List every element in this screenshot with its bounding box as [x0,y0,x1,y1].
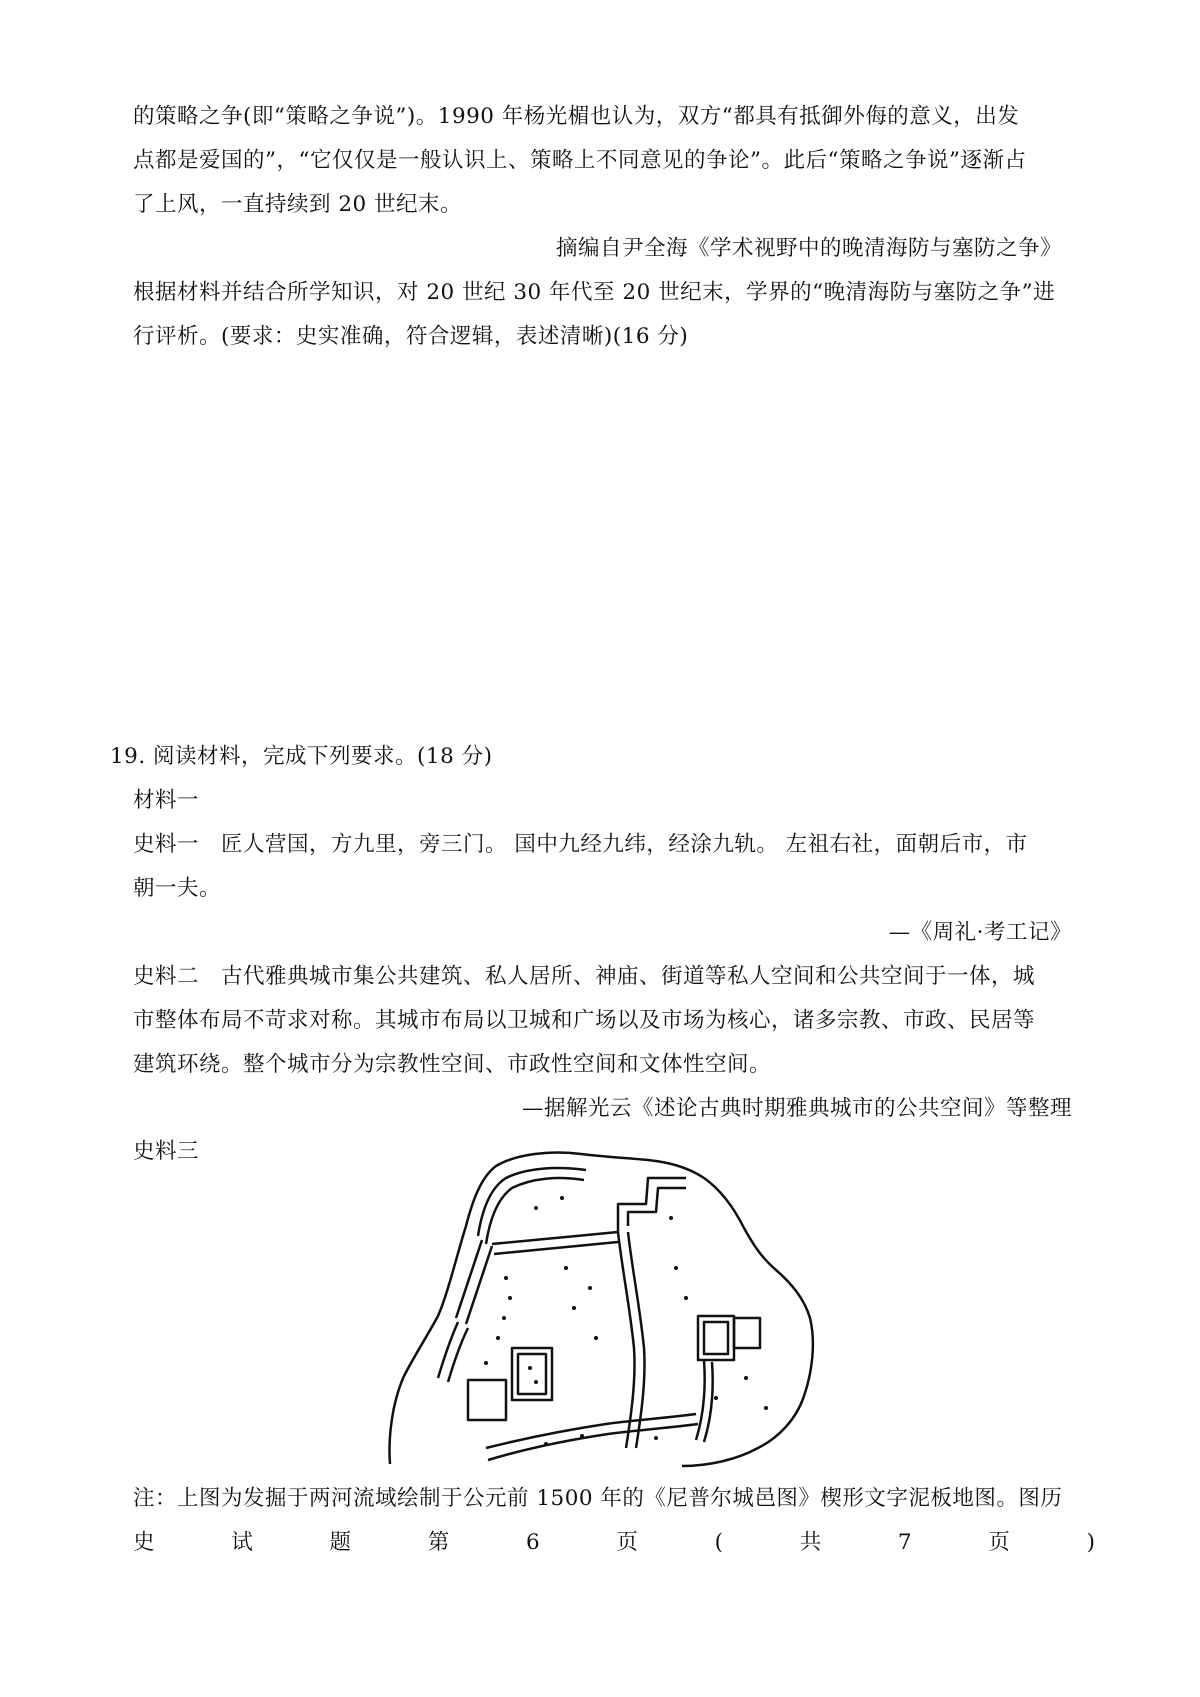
source-1-text: 朝一夫。 [133,876,222,901]
footer-part: 页 [988,1530,1010,1555]
source-2-text: 市整体布局不苛求对称。其城市布局以卫城和广场以及市场为核心，诸多宗教、市政、民居等 [133,1008,1036,1033]
page-footer [133,1528,1095,1558]
question-heading: 19. 阅读材料，完成下列要求。(18 分) [110,744,493,769]
source-3-label: 史料三 [133,1139,200,1164]
footer-total-pages: 7 [897,1530,912,1555]
footer-part: 试 [231,1530,253,1555]
paragraph-line: 的策略之争(即“策略之争说”)。1990 年杨光楣也认为，双方“都具有抵御外侮的意义，出发 [133,104,1020,129]
nippur-map-figure [386,1148,818,1468]
material-label: 材料一 [133,788,200,813]
paragraph-line: 了上风，一直持续到 20 世纪末。 [133,192,463,217]
paragraph-line: 点都是爱国的”，“它仅仅是一般认识上、策略上不同意见的争论”。此后“策略之争说”逐渐占 [133,148,1027,173]
footer-part: 题 [329,1530,351,1555]
footer-part: ( [714,1530,723,1555]
source-citation: 摘编自尹全海《学术视野中的晚清海防与塞防之争》 [555,236,1062,261]
nippur-map-drawing [386,1148,818,1468]
source-2-text: 建筑环绕。整个城市分为宗教性空间、市政性空间和文体性空间。 [133,1052,772,1077]
source-1-citation: —《周礼·考工记》 [888,920,1072,945]
footer-part: 史 [133,1530,155,1555]
source-1-text: 史料一 匠人营国，方九里，旁三门。 国中九经九纬，经涂九轨。 左祖右社，面朝后市，市 [133,832,1028,857]
question-text: 行评析。(要求：史实准确，符合逻辑，表述清晰)(16 分) [133,324,689,349]
source-2-text: 史料二 古代雅典城市集公共建筑、私人居所、神庙、街道等私人空间和公共空间于一体，城 [133,964,1036,989]
footer-page-number: 6 [525,1530,540,1555]
map-note: 注：上图为发掘于两河流域绘制于公元前 1500 年的《尼普尔城邑图》楔形文字泥板地图。图历 [133,1486,1063,1511]
footer-part: 页 [616,1530,638,1555]
footer-part: 第 [427,1530,450,1555]
footer-part: 共 [799,1530,822,1555]
question-text: 根据材料并结合所学知识，对 20 世纪 30 年代至 20 世纪末，学界的“晚清海防与塞防之争”进 [133,280,1056,305]
source-2-citation: —据解光云《述论古典时期雅典城市的公共空间》等整理 [521,1096,1072,1121]
footer-part: ) [1086,1530,1095,1555]
